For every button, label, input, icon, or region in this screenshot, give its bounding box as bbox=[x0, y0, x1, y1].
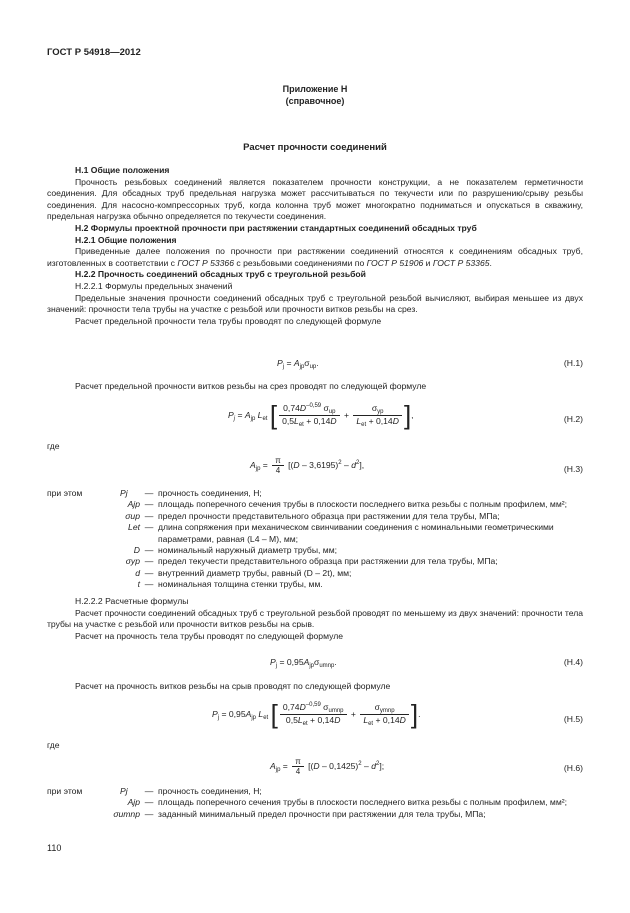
equation-number-n5: (Н.5) bbox=[563, 714, 583, 724]
where-label-2: где bbox=[47, 740, 60, 750]
definitions-list-2 bbox=[47, 786, 583, 820]
paragraph-h221-2: Расчет предельной прочности тела трубы проводят по следующей формуле bbox=[75, 315, 382, 326]
section-heading-h1: Н.1 Общие положения bbox=[75, 165, 170, 175]
paragraph-h222-2: Расчет на прочность тела трубы проводят по следующей формуле bbox=[75, 630, 343, 641]
paragraph-h221-1: Предельные значения прочности соединений обсадных труб с треугольной резьбой вычисляют, выбирая меньшее из двух значений: прочности тела трубы на участке с резьбой или прочности витков резьбы на срез. bbox=[47, 292, 583, 315]
paragraph-h1: Прочность резьбовых соединений является показателем прочности конструкции, а не показателем герметичности соединения. Для обсадных труб предельная нагрузка может рассчитываться по текучести или по разрушению/срыву резьбы соединения. Для насосно-компрессорных труб, когда колонна труб может многократно подниматься и опускаться в скважину, предельная нагрузка обычно определяется по текучести соединения. bbox=[47, 176, 583, 222]
definitions-list-1 bbox=[47, 488, 583, 591]
section-heading-h221: Н.2.2.1 Формулы предельных значений bbox=[75, 280, 233, 291]
definition-row: d — внутренний диаметр трубы, равный (D – 2t), мм; bbox=[135, 567, 352, 578]
section-heading-h22: Н.2.2 Прочность соединений обсадных труб с треугольной резьбой bbox=[75, 269, 366, 280]
document-header: ГОСТ Р 54918—2012 bbox=[47, 47, 141, 58]
definition-row: Ajp — площадь поперечного сечения трубы в плоскости последнего витка резьбы с полным профилем, мм²; bbox=[127, 499, 567, 510]
paragraph-h21: Приведенные далее положения по прочности при растяжении соединений относятся к соединениям обсадных труб, изготовленных в соответствии с ГОСТ Р 53366 с резьбовыми соединениями по ГОСТ Р 51906 и ГОСТ Р 53365. bbox=[47, 246, 583, 268]
definition-row: σumnp — заданный минимальный предел прочности при растяжении для тела трубы, МПа; bbox=[113, 808, 486, 819]
equation-number-n3: (Н.3) bbox=[563, 464, 583, 474]
equation-n3: $A_{jp}$ = $\frac{\pi}{4}$ $[(D - 3,6195)^2 - d^2]$, bbox=[250, 456, 365, 475]
appendix-note: (справочное) bbox=[285, 96, 345, 106]
equation-n5: $P_j = 0,95A_{jp}$ $L_{et}$ [ $\frac{0,74D^{-0,59} \sigma_{umnp}}{0,5L_{et} + 0,14D}$ + $\frac{\sigma_{ymnp}}{L_{et} + 0,14D}$ ]. bbox=[212, 699, 421, 729]
equation-n4: $P_j = 0,95A_{jp}\sigma_{umnp}$. bbox=[270, 657, 337, 669]
section-body bbox=[47, 165, 583, 327]
section-heading-h2: Н.2 Формулы проектной прочности при растяжении стандартных соединений обсадных труб bbox=[75, 222, 477, 233]
section-heading-h21: Н.2.1 Общие положения bbox=[75, 234, 177, 245]
where-label-1: где bbox=[47, 441, 60, 451]
equation-n6: $A_{jp}$ = $\frac{\pi}{4}$ $[(D - 0,1425)^2 - d^2]$; bbox=[270, 757, 385, 776]
equation-n2: $P_j = A_{jp}$ $L_{et}$ [ $\frac{0,74D^{-0,59} \sigma_{up}}{0,5L_{et} + 0,14D}$ + $\frac{\sigma_{yp}}{L_{et} + 0,14D}$ ], bbox=[228, 400, 414, 430]
equation-n1: $P_j = A_{jp}\sigma_{up}$. bbox=[277, 358, 319, 370]
definition-row: Let — длина сопряжения при механическом свинчивании соединения с номинальными геометрическими параметрами, равная (L4 – M), мм; bbox=[128, 522, 554, 544]
definition-row: при этом Pj — прочность соединения, Н; bbox=[47, 786, 262, 796]
ref-gost-53365: ГОСТ Р 53365 bbox=[432, 257, 490, 268]
paragraph-h222-1: Расчет прочности соединений обсадных труб с треугольной резьбой проводят по меньшему из двух значений: прочности тела трубы на участке с резьбой или прочности витков резьбы на срыв. bbox=[47, 607, 583, 630]
definition-row: t — номинальная толщина стенки трубы, мм. bbox=[137, 579, 323, 590]
definition-row: Ajp — площадь поперечного сечения трубы в плоскости последнего витка резьбы с полным профилем, мм²; bbox=[127, 797, 567, 808]
definition-row: σup — предел прочности представительного образца при растяжении для тела трубы, МПа; bbox=[125, 510, 500, 521]
main-title: Расчет прочности соединений bbox=[243, 142, 387, 153]
equation-number-n1: (Н.1) bbox=[563, 358, 583, 368]
definition-row: при этом Pj — прочность соединения, Н; bbox=[47, 488, 262, 498]
equation-number-n4: (Н.4) bbox=[563, 657, 583, 667]
section-body-2 bbox=[47, 596, 583, 642]
definition-row: D — номинальный наружный диаметр трубы, мм; bbox=[133, 545, 338, 556]
ref-gost-51906: ГОСТ Р 51906 bbox=[366, 257, 424, 268]
equation-number-n2: (Н.2) bbox=[563, 414, 583, 424]
section-heading-h222: Н.2.2.2 Расчетные формулы bbox=[75, 596, 189, 606]
page-number: 110 bbox=[47, 843, 62, 853]
paragraph-h222-3: Расчет на прочность витков резьбы на срыв проводят по следующей формуле bbox=[75, 681, 391, 691]
ref-gost-53366: ГОСТ Р 53366 bbox=[177, 257, 234, 268]
equation-number-n6: (Н.6) bbox=[563, 763, 583, 773]
appendix-title: Приложение Н bbox=[282, 84, 348, 94]
paragraph-h221-3: Расчет предельной прочности витков резьбы на срез проводят по следующей формуле bbox=[75, 381, 427, 391]
definition-row: σyp — предел текучести представительного образца при растяжении для тела трубы, МПа; bbox=[125, 556, 498, 567]
